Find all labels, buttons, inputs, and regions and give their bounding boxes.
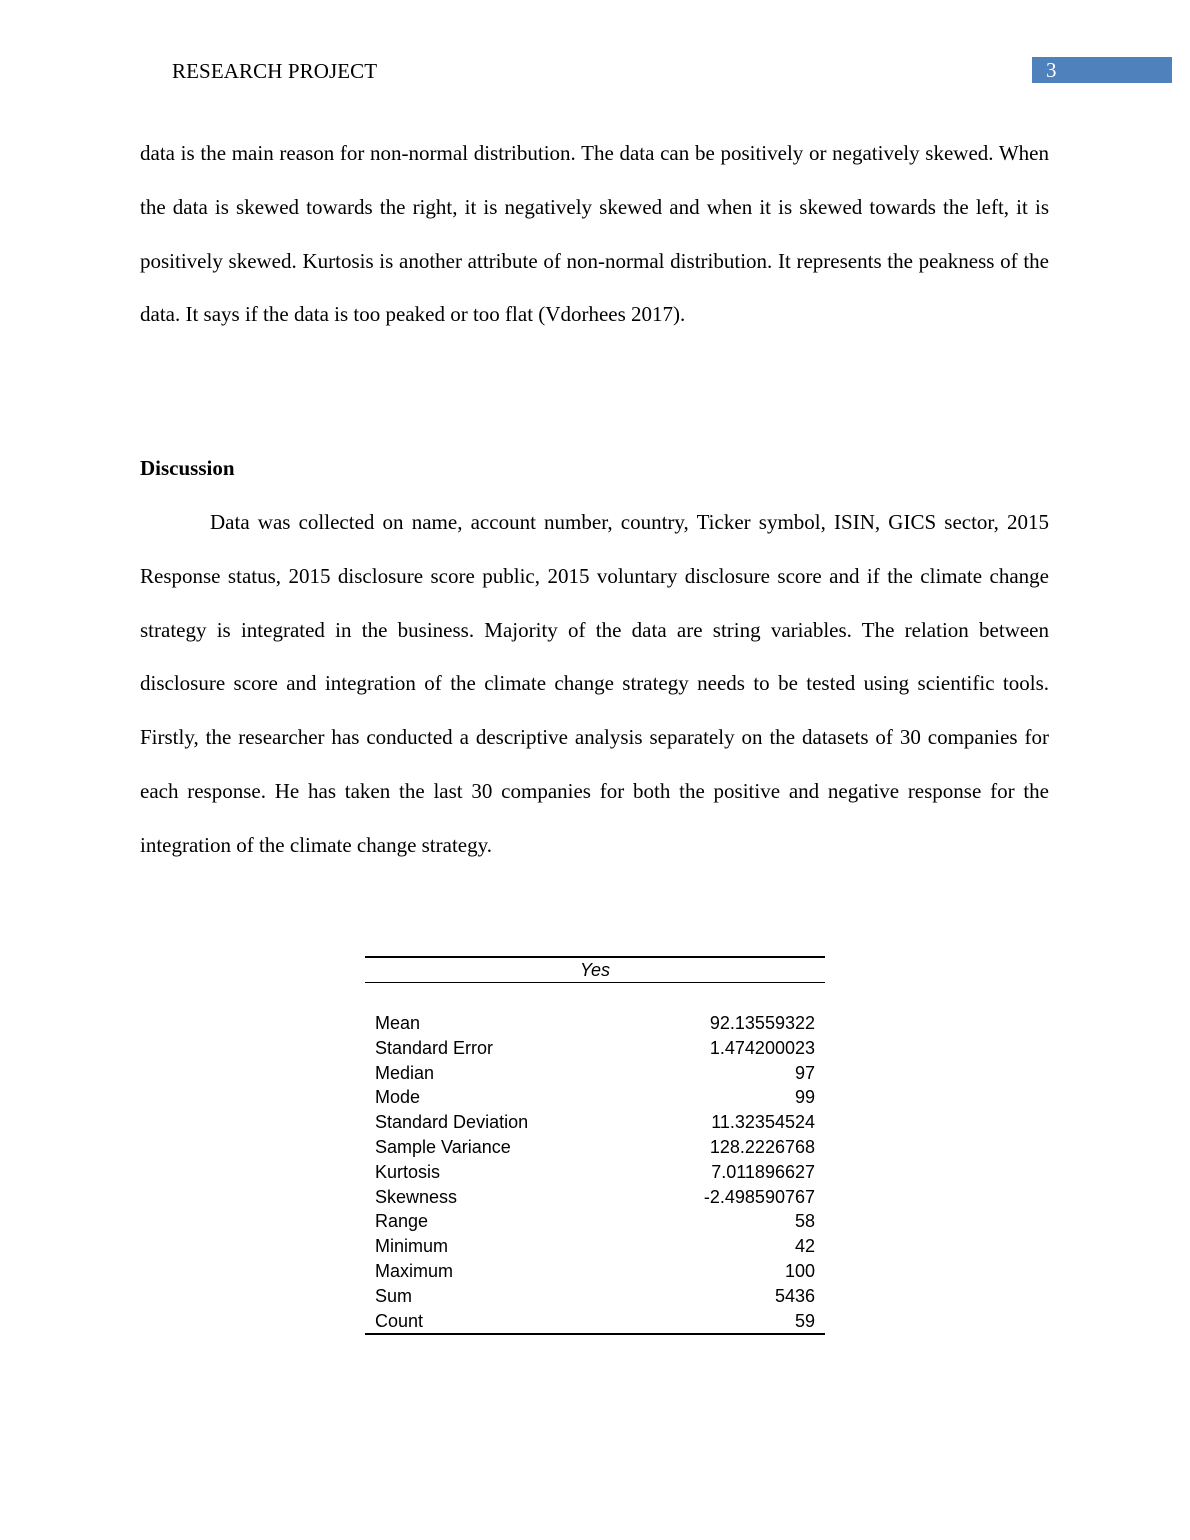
stat-label: Maximum — [375, 1260, 454, 1281]
table-row — [365, 1234, 825, 1259]
stat-label: Skewness — [375, 1186, 458, 1207]
stat-label: Range — [375, 1211, 429, 1232]
running-head: RESEARCH PROJECT — [172, 59, 378, 83]
stat-label: Mode — [375, 1087, 421, 1108]
stat-value: 59 — [627, 1309, 825, 1335]
table-row — [365, 1284, 825, 1309]
page-number-bar — [1032, 57, 1172, 83]
table-row — [365, 1110, 825, 1135]
stat-value: 42 — [794, 1236, 815, 1257]
table-row — [365, 1185, 825, 1210]
page-number: 3 — [1046, 58, 1057, 82]
table-row — [365, 1135, 825, 1160]
stat-label: Mean — [375, 1013, 421, 1033]
stat-value: 128.2226768 — [709, 1136, 815, 1157]
stat-value: 7.011896627 — [711, 1161, 815, 1182]
table-row — [365, 1259, 825, 1284]
stat-label: Median — [375, 1062, 435, 1083]
stat-value: 99 — [794, 1087, 815, 1108]
stat-value: 11.32354524 — [711, 1112, 815, 1133]
stat-label: Standard Deviation — [375, 1112, 529, 1133]
stat-value: 1.474200023 — [709, 1037, 815, 1058]
table-row — [365, 1160, 825, 1185]
stat-label: Standard Error — [375, 1037, 494, 1058]
stat-value: 100 — [784, 1260, 815, 1281]
table-row — [365, 1085, 825, 1110]
table-row — [365, 1061, 825, 1086]
stat-label: Count — [365, 1309, 627, 1335]
stat-label: Sum — [375, 1285, 413, 1306]
descriptive-stats-table — [365, 956, 825, 1335]
table-row — [365, 1209, 825, 1234]
table-spacer — [365, 983, 825, 1012]
stat-value: 5436 — [774, 1285, 815, 1306]
stat-label: Minimum — [375, 1236, 449, 1257]
paragraph-discussion: Data was collected on name, account number, country, Ticker symbol, ISIN, GICS sector, 2015 Response status, 2015 disclosure score public, 2015 voluntary disclosure score and if the climate change strategy is integrated in the business. Majority of the data are string variables. The relation between disclosure score and integration of the climate change strategy needs to be tested using scientific tools. Firstly, the researcher has conducted a descriptive analysis separately on the datasets of 30 companies for each response. He has taken the last 30 companies for both the positive and negative response for the integration of the climate change strategy. — [140, 510, 1049, 857]
stat-label: Kurtosis — [375, 1161, 441, 1182]
stat-value: 58 — [794, 1211, 815, 1232]
stat-label: Sample Variance — [375, 1136, 511, 1157]
table-row — [365, 1309, 825, 1335]
table-header-yes: Yes — [365, 957, 825, 983]
stat-value: 92.13559322 — [709, 1013, 815, 1033]
stat-value: -2.498590767 — [703, 1186, 815, 1207]
table-row — [365, 1036, 825, 1061]
table-row — [365, 1011, 825, 1036]
paragraph-nonnormal: data is the main reason for non-normal distribution. The data can be positively or negatively skewed. When the data is skewed towards the right, it is negatively skewed and when it is skewed towards the left, it is positively skewed. Kurtosis is another attribute of non-normal distribution. It represents the peakness of the data. It says if the data is too peaked or too flat (Vdorhees 2017). — [140, 141, 1049, 327]
stat-value: 97 — [794, 1062, 815, 1083]
section-heading-discussion: Discussion — [140, 456, 235, 480]
